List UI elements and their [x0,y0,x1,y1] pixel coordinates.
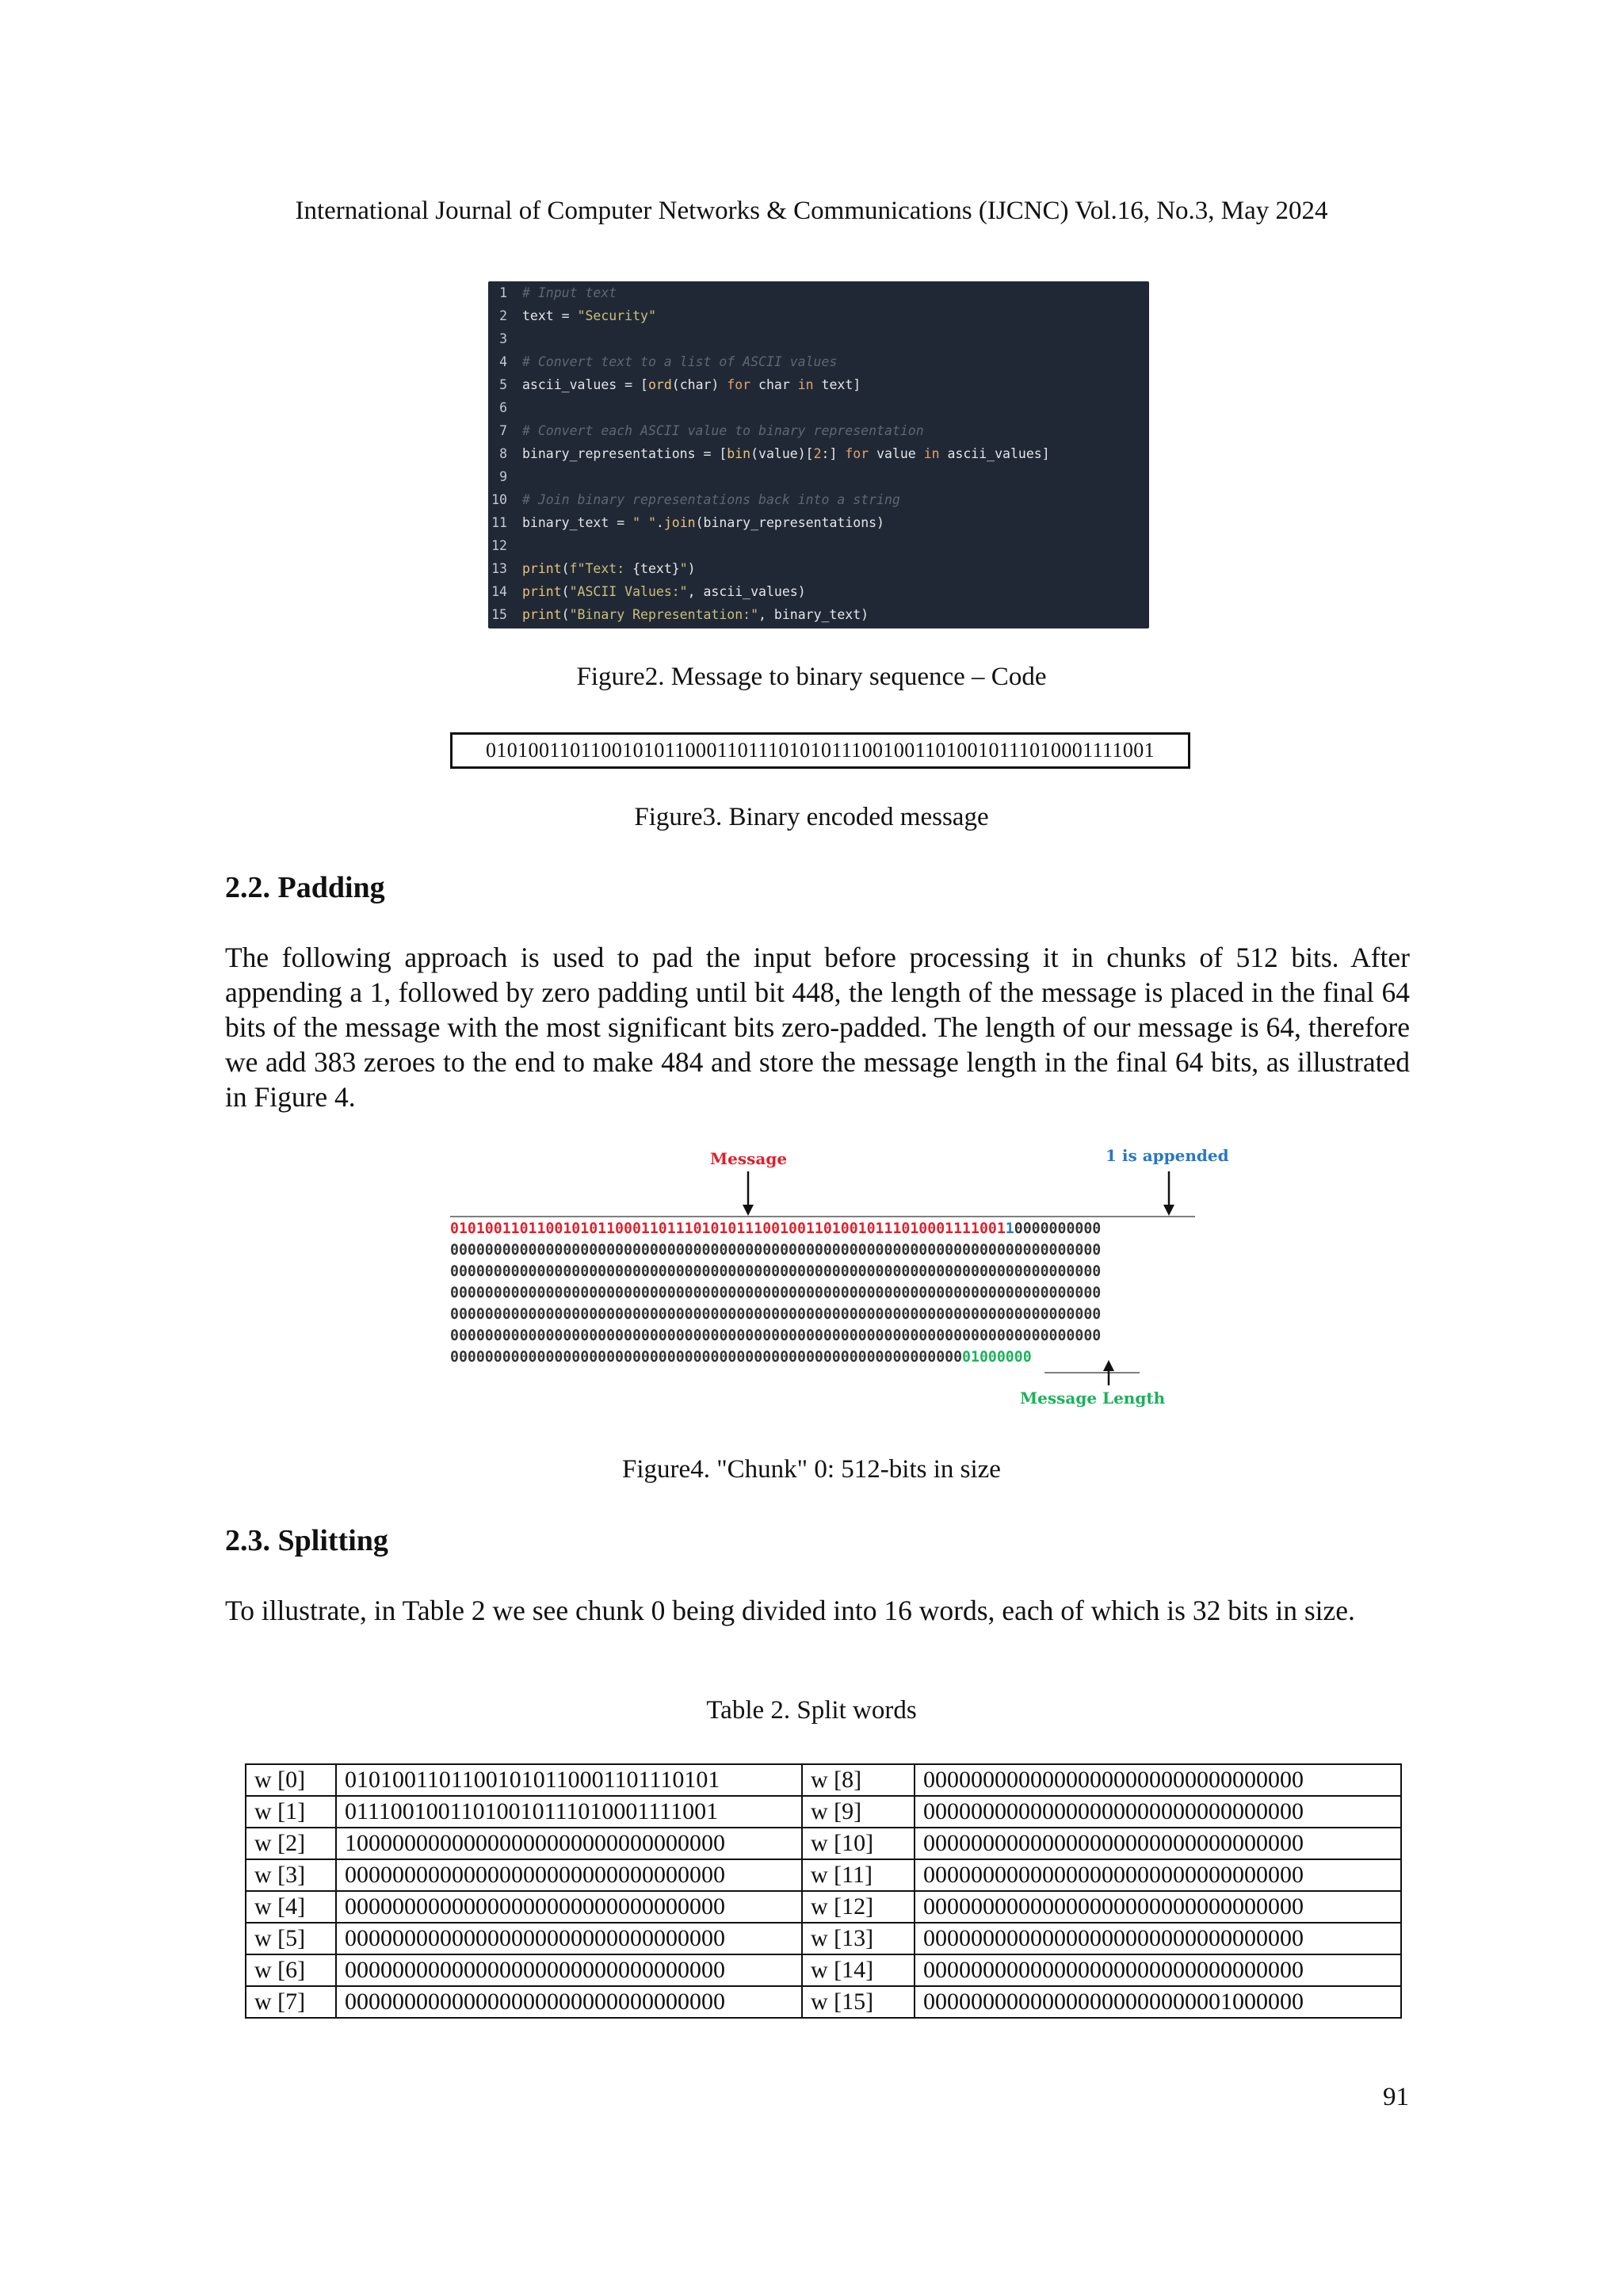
code-text: , binary_text) [758,607,869,622]
line-number: 5 [499,377,507,392]
code-text: ( [561,561,570,576]
code-function: bin [727,446,751,461]
section-heading-splitting: 2.3. Splitting [225,1524,388,1557]
code-text: :] [821,446,846,461]
word-value: 00000000000000000000000000000000 [915,1764,1401,1796]
message-arrow-head [743,1205,754,1216]
code-number: 2 [813,446,822,461]
line-number: 7 [499,423,507,438]
word-label: w [12] [802,1891,915,1923]
word-value: 00000000000000000000000001000000 [915,1986,1401,2018]
word-value: 00000000000000000000000000000000 [915,1859,1401,1891]
code-line [488,327,507,350]
code-comment: # Convert each ASCII value to binary representation [522,423,924,438]
chunk-bits-row [450,1218,1101,1240]
word-value: 10000000000000000000000000000000 [336,1828,802,1859]
line-number: 2 [499,308,507,323]
code-text: ascii_values] [939,446,1050,461]
code-function: print [522,584,562,599]
code-text: ( [561,584,570,599]
code-line [488,442,1050,465]
code-comment: # Input text [522,285,617,300]
chunk-bits-row: 000000000000000000000000000000000000000000000000000000000000000000000000000 [450,1328,1102,1344]
figure2-caption: Figure2. Message to binary sequence – Code [576,663,1047,691]
line-number: 14 [491,584,507,599]
code-string: " " [632,515,656,530]
message-label: Message [710,1149,788,1168]
word-label: w [10] [802,1828,915,1859]
word-label: w [13] [802,1923,915,1954]
code-line [488,350,837,373]
word-value: 00000000000000000000000000000000 [336,1923,802,1954]
word-label: w [9] [802,1796,915,1828]
table-row [246,1764,1401,1796]
code-string: f"Text: [569,561,633,576]
journal-header: International Journal of Computer Networks & Communications (IJCNC) Vol.16, No.3, May 2024 [295,197,1328,225]
chunk-bits-row: 000000000000000000000000000000000000000000000000000000000000000000000000000 [450,1263,1102,1280]
figure3-caption: Figure3. Binary encoded message [634,803,989,831]
table-row [246,1891,1401,1923]
table2-caption: Table 2. Split words [706,1696,917,1725]
word-label: w [11] [802,1859,915,1891]
word-value: 01110010011010010111010001111001 [336,1796,802,1828]
table-row [246,1986,1401,2018]
code-string: "Security" [577,308,656,323]
page-number: 91 [1383,2083,1409,2111]
word-label: w [7] [246,1986,336,2018]
message-bits: 0101001101100101011000110111010101110010011010010111010001111001 [450,1221,1006,1237]
line-number: 15 [491,607,507,622]
word-label: w [3] [246,1859,336,1891]
code-text: text] [813,377,861,392]
code-comment: # Join binary representations back into a string [522,492,900,507]
code-line [488,419,924,442]
line-number: 1 [499,285,507,300]
code-line [488,465,507,488]
code-keyword: in [923,446,940,461]
code-screenshot [488,281,1149,628]
word-value: 00000000000000000000000000000000 [915,1891,1401,1923]
word-value: 00000000000000000000000000000000 [915,1923,1401,1954]
appended-label: 1 is appended [1106,1146,1229,1165]
code-text: char [750,377,798,392]
binary-message-box: 0101001101100101011000110111010101110010011010010111010001111001 [450,732,1190,769]
code-text: . [655,515,664,530]
line-number: 6 [499,400,507,415]
code-line [488,281,617,304]
code-text: , ascii_values) [687,584,806,599]
length-arrow-head [1103,1360,1114,1371]
word-value: 00000000000000000000000000000000 [915,1796,1401,1828]
code-keyword: in [797,377,814,392]
word-label: w [14] [802,1954,915,1986]
code-function: ord [647,377,672,392]
code-text: (char) [671,377,727,392]
code-line [488,396,507,419]
padding-paragraph: The following approach is used to pad the input before processing it in chunks of 512 bits. After appending a 1, followed by zero padding until bit 448, the length of the message is placed in the final 64 bits of the message with the most significant bits zero-padded. The length of our message is 64, therefore we add 383 zeroes to the end to make 484 and store the message length in the final 64 bits, as illustrated in Figure 4. [225,942,1410,1113]
length-label: Message Length [1020,1389,1166,1408]
word-label: w [4] [246,1891,336,1923]
code-text: {text} [632,561,680,576]
word-label: w [1] [246,1796,336,1828]
length-bits: 01000000 [962,1349,1032,1366]
code-line [488,557,696,580]
code-text: (binary_representations) [695,515,884,530]
code-line [488,580,806,603]
chunk-bits-row: 000000000000000000000000000000000000000000000000000000000000000000000000000 [450,1306,1102,1323]
table-row [246,1796,1401,1828]
word-label: w [15] [802,1986,915,2018]
appended-one-bit: 1 [1005,1221,1014,1237]
padding-bits: 00000000000000000000000000000000000000000000000000000000000 [450,1349,963,1366]
word-value: 00000000000000000000000000000000 [336,1986,802,2018]
word-label: w [6] [246,1954,336,1986]
word-value: 00000000000000000000000000000000 [915,1828,1401,1859]
code-text: binary_representations = [ [522,446,727,461]
word-value: 00000000000000000000000000000000 [336,1954,802,1986]
code-text: binary_text = [522,515,633,530]
code-keyword: for [727,377,751,392]
code-function: join [663,515,696,530]
line-number: 4 [499,354,507,369]
word-value: 00000000000000000000000000000000 [915,1954,1401,1986]
line-number: 8 [499,446,507,461]
code-text: ascii_values = [ [522,377,648,392]
line-number: 12 [491,538,507,553]
code-string: " [679,561,688,576]
code-text: (value)[ [750,446,814,461]
chunk-figure [450,1146,1298,1423]
table-row [246,1828,1401,1859]
line-number: 9 [499,469,507,484]
splitting-paragraph: To illustrate, in Table 2 we see chunk 0 being divided into 16 words, each of which is 32 bits in size. [225,1595,1355,1626]
table-row [246,1859,1401,1891]
code-text: text = [522,308,578,323]
code-text: ) [687,561,696,576]
chunk-bits-row: 000000000000000000000000000000000000000000000000000000000000000000000000000 [450,1285,1102,1301]
code-line [488,373,861,396]
chunk-bits-row: 000000000000000000000000000000000000000000000000000000000000000000000000000 [450,1242,1102,1259]
code-string: "ASCII Values:" [569,584,688,599]
line-number: 3 [499,331,507,346]
code-text: value [869,446,924,461]
code-function: print [522,561,562,576]
word-label: w [0] [246,1764,336,1796]
code-text: ( [561,607,570,622]
code-line [488,534,507,557]
line-number: 11 [491,515,507,530]
word-value: 00000000000000000000000000000000 [336,1859,802,1891]
chunk-bits-row [450,1347,1032,1368]
line-number: 13 [491,561,507,576]
code-keyword: for [845,446,869,461]
word-label: w [2] [246,1828,336,1859]
code-function: print [522,607,562,622]
split-words-table [245,1763,1402,2019]
word-label: w [5] [246,1923,336,1954]
code-comment: # Convert text to a list of ASCII values [522,354,838,369]
code-line [488,511,884,534]
code-line [488,304,656,327]
table-row [246,1923,1401,1954]
padding-bits: 0000000000 [1014,1221,1102,1237]
word-value: 01010011011001010110001101110101 [336,1764,802,1796]
code-line [488,488,900,511]
code-line [488,603,869,626]
appended-arrow-head [1163,1205,1174,1216]
figure4-caption: Figure4. "Chunk" 0: 512-bits in size [622,1455,1001,1484]
line-number: 10 [491,492,507,507]
section-heading-padding: 2.2. Padding [225,871,385,904]
code-string: "Binary Representation:" [569,607,759,622]
word-value: 00000000000000000000000000000000 [336,1891,802,1923]
table-row [246,1954,1401,1986]
word-label: w [8] [802,1764,915,1796]
